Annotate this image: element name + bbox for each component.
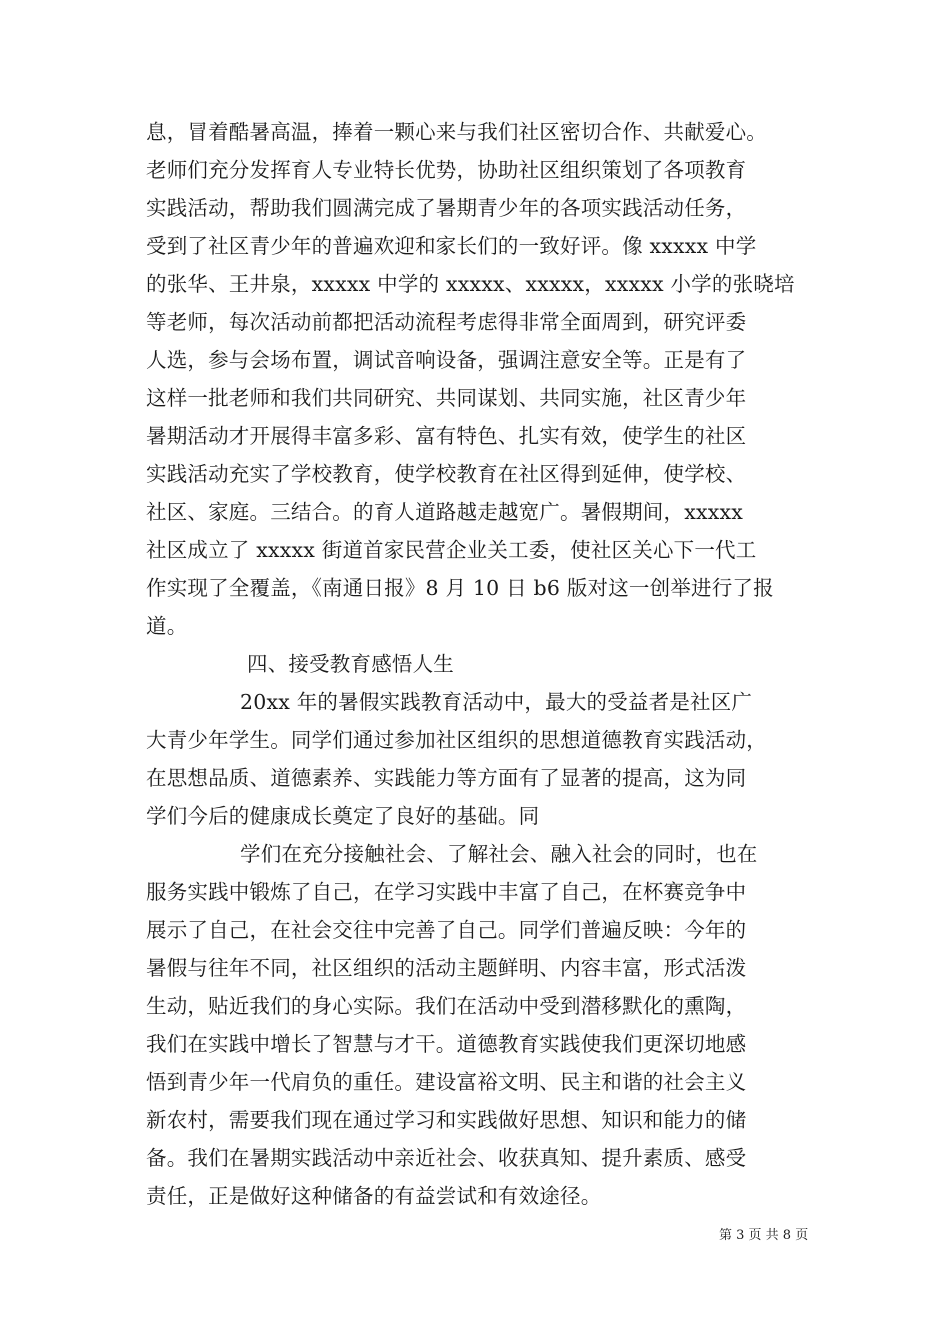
text-line: 实践活动，帮助我们圆满完成了暑期青少年的各项实践活动任务， [146,196,747,220]
text-line: 老师们充分发挥育人专业特长优势，协助社区组织策划了各项教育 [146,158,747,182]
paragraph-first-line: 学们在充分接触社会、了解社会、融入社会的同时，也在 [240,842,758,866]
section-heading: 四、接受教育感悟人生 [247,652,454,676]
text-line: 这样一批老师和我们共同研究、共同谋划、共同实施，社区青少年 [146,386,747,410]
text-line: 服务实践中锻炼了自己，在学习实践中丰富了自己，在杯赛竞争中 [146,880,747,904]
text-line: 展示了自己，在社会交往中完善了自己。同学们普遍反映：今年的 [146,918,747,942]
text-line: 生动，贴近我们的身心实际。我们在活动中受到潜移默化的熏陶， [146,994,747,1018]
text-line: 社区、家庭。三结合。的育人道路越走越宽广。暑假期间，xxxxx [146,500,744,524]
paragraph-first-line: 20xx 年的暑假实践教育活动中，最大的受益者是社区广 [240,690,753,714]
text-line: 等老师，每次活动前都把活动流程考虑得非常全面周到，研究评委 [146,310,747,334]
text-line: 受到了社区青少年的普遍欢迎和家长们的一致好评。像 xxxxx 中学 [146,234,757,258]
text-line: 息，冒着酷暑高温，捧着一颗心来与我们社区密切合作、共献爱心。 [146,120,767,144]
text-line: 作实现了全覆盖，《南通日报》8 月 10 日 b6 版对这一创举进行了报 [146,576,774,600]
text-line: 学们今后的健康成长奠定了良好的基础。同 [146,804,540,828]
text-line: 的张华、王井泉，xxxxx 中学的 xxxxx、xxxxx，xxxxx 小学的张晓培 [146,272,795,296]
text-line: 暑假与往年不同，社区组织的活动主题鲜明、内容丰富，形式活泼 [146,956,747,980]
text-line: 责任，正是做好这种储备的有益尝试和有效途径。 [146,1184,602,1208]
page-number: 第 3 页 共 8 页 [719,1228,809,1243]
text-line: 在思想品质、道德素养、实践能力等方面有了显著的提高，这为同 [146,766,747,790]
text-line: 新农村，需要我们现在通过学习和实践做好思想、知识和能力的储 [146,1108,747,1132]
text-line: 大青少年学生。同学们通过参加社区组织的思想道德教育实践活动， [146,728,767,752]
text-line: 社区成立了 xxxxx 街道首家民营企业关工委，使社区关心下一代工 [146,538,757,562]
text-line: 道。 [146,614,188,638]
text-line: 暑期活动才开展得丰富多彩、富有特色、扎实有效，使学生的社区 [146,424,747,448]
text-line: 悟到青少年一代肩负的重任。建设富裕文明、民主和谐的社会主义 [146,1070,747,1094]
text-line: 我们在实践中增长了智慧与才干。道德教育实践使我们更深切地感 [146,1032,747,1056]
text-line: 实践活动充实了学校教育，使学校教育在社区得到延伸，使学校、 [146,462,747,486]
text-line: 备。我们在暑期实践活动中亲近社会、收获真知、提升素质、感受 [146,1146,747,1170]
text-line: 人选，参与会场布置，调试音响设备，强调注意安全等。正是有了 [146,348,747,372]
